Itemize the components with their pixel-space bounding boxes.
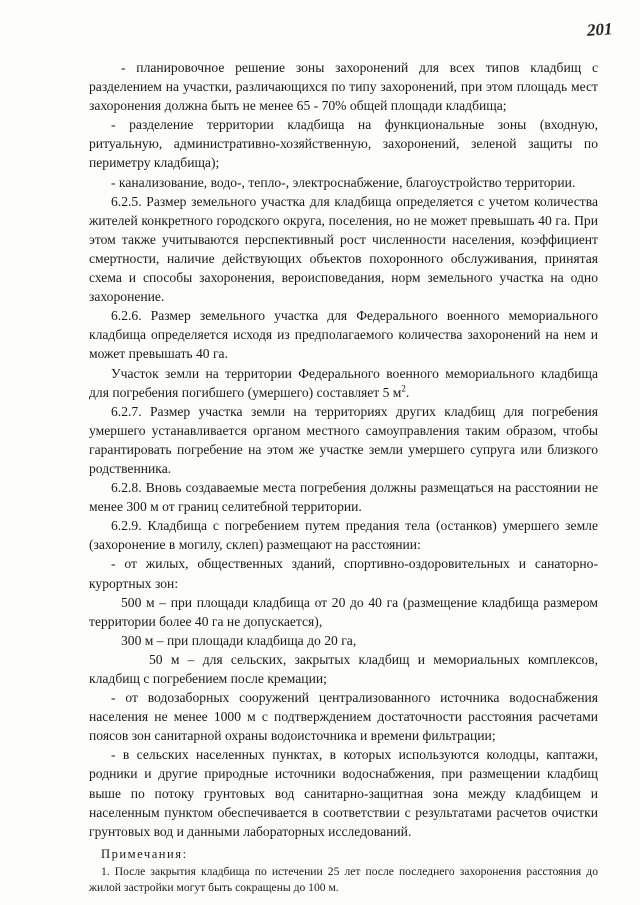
paragraph-residential-zones: - от жилых, общественных зданий, спортивно-оздоровительных и санаторно-курортных зон:	[89, 556, 598, 591]
paragraph-water-intake: - от водозаборных сооружений централизованного источника водоснабжения населения не менее 1000 м с подтверждением достаточности расстояния расчетами поясов зон санитарной охраны водоисточника и времени фильтрации;	[89, 690, 598, 744]
paragraph-6-2-5: 6.2.5. Размер земельного участка для кладбища определяется с учетом количества жителей конкретного городского округа, поселения, но не может превышать 40 га. При этом также учитываются перспективный рост численности населения, коэффициент смертности, наличие действующих объектов похоронного обслуживания, принятая схема и способы захоронения, вероисповедания, норм земельного участка на одно захоронение.	[89, 193, 598, 305]
paragraph-plot-size	[89, 364, 598, 402]
superscript-2: 2	[401, 383, 406, 394]
document-body	[89, 58, 598, 896]
note-1: 1. После закрытия кладбища по истечении 25 лет после последнего захоронения расстояния до жилой застройки могут быть сокращены до 100 м.	[89, 864, 598, 894]
paragraph-6-2-7: 6.2.7. Размер участка земли на территориях других кладбищ для погребения умершего устанавливается органом местного самоуправления таким образом, чтобы гарантировать погребение на этом же участке земли умершего супруга или близкого родственника.	[89, 403, 598, 476]
paragraph-300m: 300 м – при площади кладбища до 20 га,	[121, 632, 357, 648]
paragraph-50m: 50 м – для сельских, закрытых кладбищ и мемориальных комплексов, кладбищ с погребением после кремации;	[89, 651, 598, 686]
paragraph-6-2-9: 6.2.9. Кладбища с погребением путем предания тела (останков) умершего земле (захоронение в могилу, склеп) размещают на расстоянии:	[89, 518, 598, 553]
paragraph-6-2-6: 6.2.6. Размер земельного участка для Федерального военного мемориального кладбища определяется исходя из предполагаемого количества захоронений на нем и может превышать 40 га.	[89, 308, 598, 362]
paragraph-6-2-8: 6.2.8. Вновь создаваемые места погребения должны размещаться на расстоянии не менее 300 м от границ селитебной территории.	[89, 480, 598, 515]
paragraph-rural: - в сельских населенных пунктах, в которых используются колодцы, каптажи, родники и другие природные источники водоснабжения, при размещении кладбищ выше по потоку грунтовых вод санитарно-защитная зона между кладбищем и населенным пунктом обеспечивается в соответствии с результатами расчетов очистки грунтовых вод и данными лабораторных исследований.	[89, 747, 598, 839]
page-number: 201	[585, 19, 613, 40]
notes-title: Примечания:	[101, 846, 188, 861]
plot-size-text: Участок земли на территории Федерального военного мемориального кладбища для погребения погибшего (умершего) составляет 5 м	[89, 365, 598, 400]
paragraph-500m: 500 м – при площади кладбища от 20 до 40 га (размещение кладбища размером территории более 40 га не допускается),	[89, 594, 598, 629]
paragraph-planning: - планировочное решение зоны захоронений для всех типов кладбищ с разделением на участки, различающихся по типу захоронений, при этом площадь мест захоронения должна быть не менее 65 - 70% общей площади кладбища;	[89, 60, 598, 114]
plot-size-period: .	[405, 384, 410, 400]
paragraph-zoning: - разделение территории кладбища на функциональные зоны (входную, ритуальную, административно-хозяйственную, захоронений, зеленой защиты по периметру кладбища);	[89, 117, 598, 171]
paragraph-utilities: - канализование, водо-, тепло-, электроснабжение, благоустройство территории.	[111, 174, 576, 190]
